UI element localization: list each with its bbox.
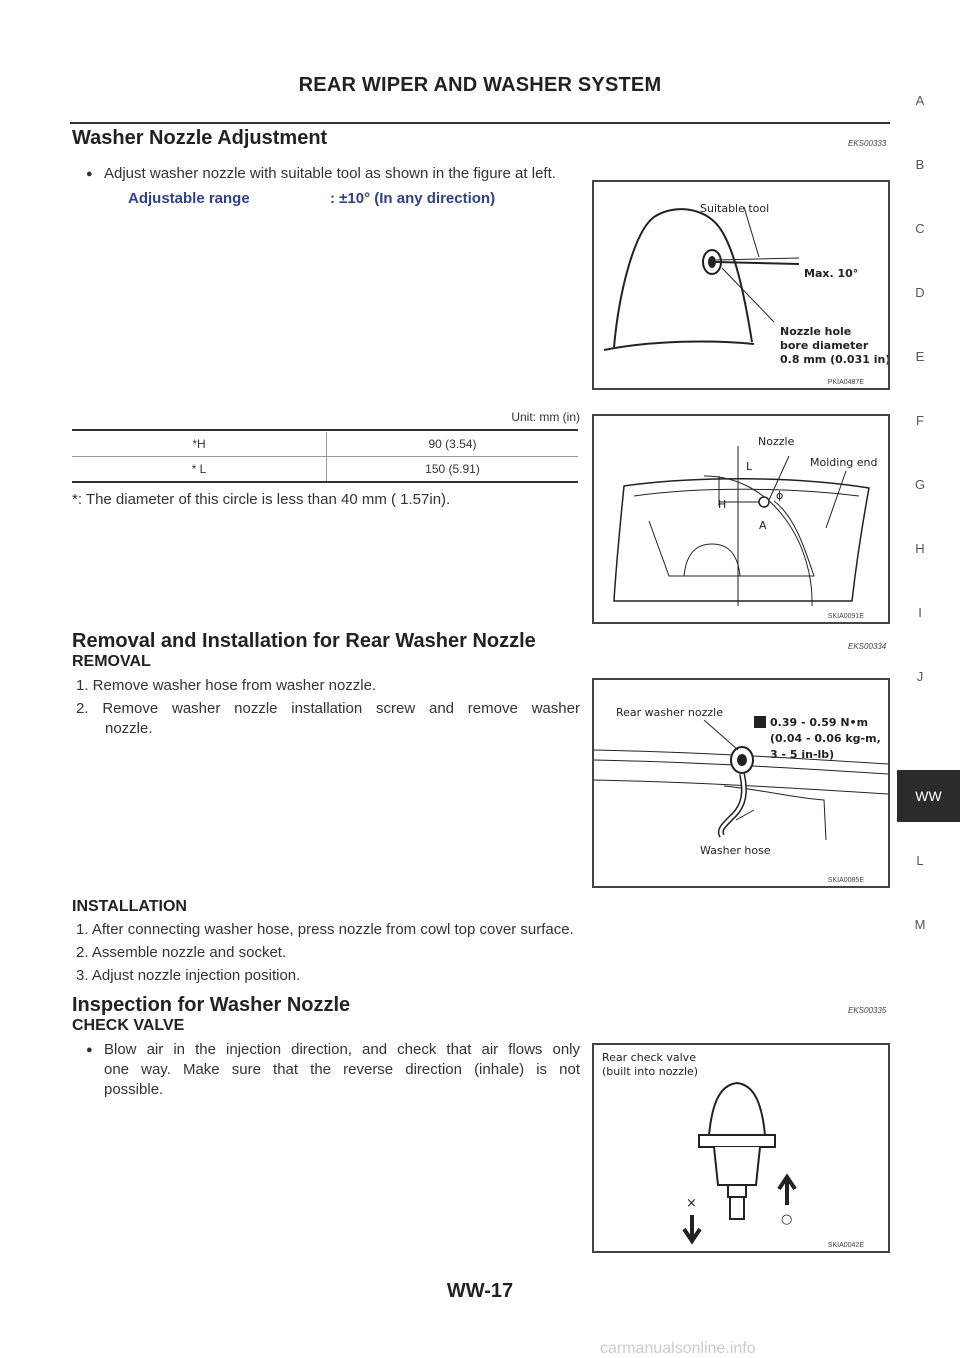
sidebar-tab-f[interactable]: F bbox=[916, 413, 924, 428]
figure-code: PKIA0487E bbox=[827, 379, 864, 386]
label-rear-check-valve: Rear check valve bbox=[602, 1051, 696, 1064]
bullet-text: ● Adjust washer nozzle with suitable tool as shown in the figure at left. bbox=[104, 164, 556, 184]
removal-step-2-cont: nozzle. bbox=[105, 720, 153, 737]
label-phi: ϕ bbox=[776, 489, 784, 502]
sidebar-tab-h[interactable]: H bbox=[915, 541, 925, 556]
sidebar-tab-g[interactable]: G bbox=[914, 477, 926, 492]
label-diameter-value: 0.8 mm (0.031 in) bbox=[780, 353, 888, 366]
label-suitable-tool: Suitable tool bbox=[700, 202, 770, 215]
sidebar-tab-m[interactable]: M bbox=[914, 917, 926, 932]
rear-window-illustration bbox=[594, 416, 888, 622]
section-code: EKS00333 bbox=[848, 139, 887, 148]
sidebar-tab-a[interactable]: A bbox=[915, 93, 925, 108]
label-torque-inlb: 3 - 5 in-lb) bbox=[770, 748, 835, 761]
table-note: *: The diameter of this circle is less than 40 mm ( 1.57in). bbox=[72, 491, 451, 508]
header-rule bbox=[70, 122, 890, 124]
section-title-inspection: Inspection for Washer Nozzle bbox=[72, 994, 351, 1016]
watermark: carmanualsonline.info bbox=[600, 1340, 756, 1357]
table-cell-key: *H bbox=[72, 432, 327, 457]
mark-x: × bbox=[686, 1196, 697, 1211]
install-step-2: 2. Assemble nozzle and socket. bbox=[76, 944, 287, 961]
table-row bbox=[72, 457, 578, 483]
figure-code: SKIA0042E bbox=[827, 1242, 864, 1249]
table-cell-value: 150 (5.91) bbox=[327, 457, 579, 483]
sidebar-tab-c[interactable]: C bbox=[915, 221, 925, 236]
label-l: L bbox=[746, 460, 753, 473]
subheading-removal: REMOVAL bbox=[72, 653, 151, 670]
label-torque-nm: 0.39 - 0.59 N•m bbox=[770, 716, 869, 729]
figure-code: SKIA0091E bbox=[827, 613, 864, 620]
check-bullet-line-2: one way. Make sure that the reverse direction (inhale) is not bbox=[104, 1061, 580, 1078]
sidebar-tab-l[interactable]: L bbox=[916, 853, 924, 868]
figure-rear-washer-nozzle bbox=[592, 678, 890, 888]
washer-nozzle-illustration bbox=[594, 680, 888, 886]
label-washer-hose: Washer hose bbox=[700, 844, 771, 857]
label-molding-end: Molding end bbox=[810, 456, 878, 469]
section-code: EKS00334 bbox=[848, 642, 887, 651]
figure-nozzle-tool bbox=[592, 180, 890, 390]
check-valve-illustration bbox=[594, 1045, 888, 1251]
removal-step-2: 2. Remove washer nozzle installation screw and remove washer bbox=[76, 700, 580, 717]
figure-check-valve bbox=[592, 1043, 890, 1253]
table-cell-value: 90 (3.54) bbox=[327, 432, 579, 457]
table-row bbox=[72, 432, 578, 457]
label-a: A bbox=[759, 519, 767, 532]
adjustable-range-value: : ±10° (In any direction) bbox=[330, 190, 496, 207]
label-max-angle: Max. 10° bbox=[804, 267, 859, 280]
label-nozzle-hole: Nozzle hole bbox=[780, 325, 852, 338]
label-h: H bbox=[718, 498, 727, 511]
page-number: WW-17 bbox=[446, 1280, 514, 1302]
figure-code: SKIA0085E bbox=[827, 877, 864, 884]
sidebar-tab-j[interactable]: J bbox=[916, 669, 924, 684]
nozzle-tool-illustration bbox=[594, 182, 888, 388]
label-rear-washer-nozzle: Rear washer nozzle bbox=[616, 706, 723, 719]
install-step-1: 1. After connecting washer hose, press nozzle from cowl top cover surface. bbox=[76, 921, 574, 938]
sidebar-tab-i[interactable]: I bbox=[918, 605, 922, 620]
label-bore-diameter: bore diameter bbox=[780, 339, 869, 352]
sidebar-tab-e[interactable]: E bbox=[915, 349, 925, 364]
section-title-removal-installation: Removal and Installation for Rear Washer Nozzle bbox=[72, 630, 536, 652]
table-top-rule bbox=[72, 429, 578, 431]
check-bullet-line-3: possible. bbox=[104, 1081, 164, 1098]
unit-label: Unit: mm (in) bbox=[511, 410, 580, 424]
check-bullet-line-1: ● Blow air in the injection direction, and check that air flows only bbox=[104, 1040, 580, 1060]
sidebar-tab-b[interactable]: B bbox=[915, 157, 925, 172]
sidebar-tab-d[interactable]: D bbox=[915, 285, 925, 300]
subheading-check-valve: CHECK VALVE bbox=[72, 1017, 185, 1034]
table-cell-key: * L bbox=[72, 457, 327, 483]
spec-table bbox=[72, 432, 578, 483]
label-built-into-nozzle: (built into nozzle) bbox=[602, 1065, 699, 1078]
install-step-3: 3. Adjust nozzle injection position. bbox=[76, 967, 301, 984]
page-header-title: REAR WIPER AND WASHER SYSTEM bbox=[298, 74, 662, 96]
mark-o: ○ bbox=[781, 1212, 793, 1227]
figure-nozzle-position bbox=[592, 414, 890, 624]
subheading-installation: INSTALLATION bbox=[72, 898, 187, 915]
sidebar-tab-ww-active[interactable]: WW bbox=[897, 770, 960, 822]
label-torque-kgm: (0.04 - 0.06 kg-m, bbox=[770, 732, 881, 745]
removal-step-1: 1. Remove washer hose from washer nozzle. bbox=[76, 677, 377, 694]
section-code: EKS00335 bbox=[848, 1006, 887, 1015]
adjustable-range-label: Adjustable range bbox=[128, 190, 250, 207]
section-title-washer-nozzle-adjustment: Washer Nozzle Adjustment bbox=[72, 127, 328, 149]
label-nozzle: Nozzle bbox=[758, 435, 795, 448]
